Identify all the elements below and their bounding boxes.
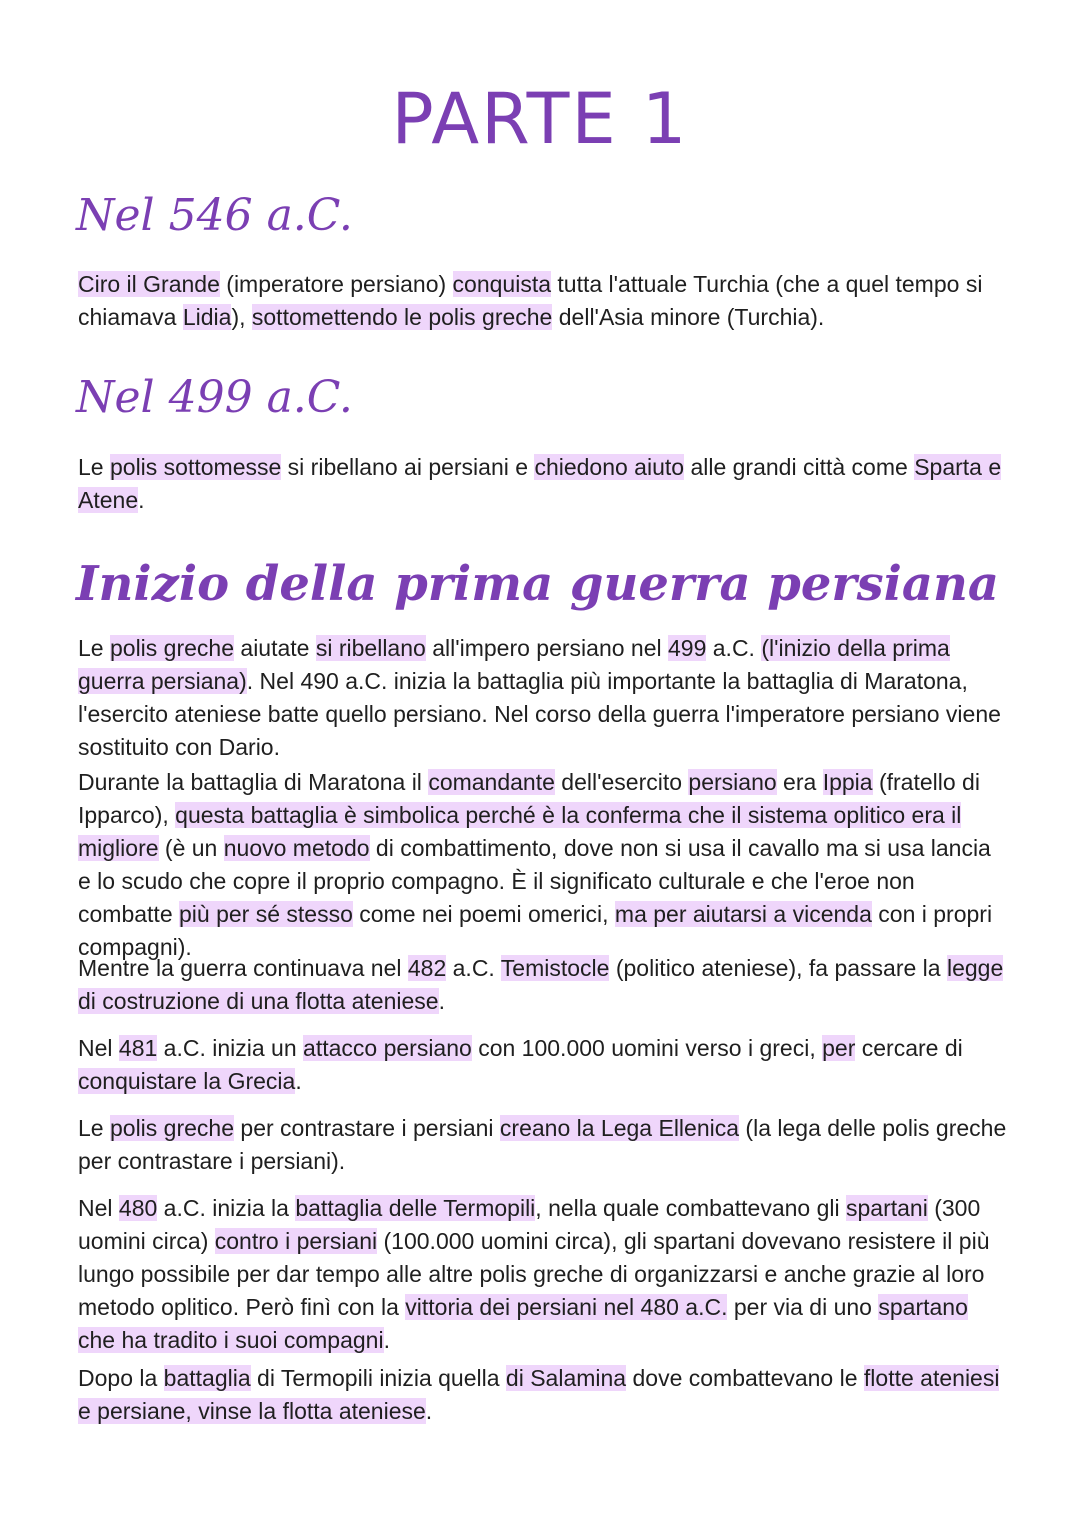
text-run: Durante la battaglia di Maratona il [78,769,429,795]
text-run: Le [78,1115,110,1141]
text-run: (fratello di Ipparco), [78,769,980,828]
text-run: (imperatore persiano) [219,271,453,297]
text-run: di combattimento, dove non si usa il cavallo ma si usa lancia e lo scudo che copre il proprio compagno. È il significato culturale e che l'eroe non combatte [78,835,991,927]
text-run: a.C. inizia la [157,1195,296,1221]
text-run: con 100.000 uomini verso i greci, [471,1035,823,1061]
highlighted-text: battaglia delle Termopili [295,1195,536,1221]
highlighted-text: polis sottomesse [109,454,282,480]
text-run: Mentre la guerra continuava nel [78,955,408,981]
text-run: . [138,487,145,513]
section-heading-546: Nel 546 a.C. [76,190,353,241]
highlighted-text: Ippia [822,769,873,795]
text-run: (è un [158,835,224,861]
highlighted-text: si ribellano [315,635,426,661]
text-run: di Termopili inizia quella [250,1365,506,1391]
text-run: per via di uno [727,1294,879,1320]
highlighted-text: per [822,1035,856,1061]
text-run: era [776,769,823,795]
highlighted-text: sottomettendo le polis greche [251,304,553,330]
paragraph [78,766,1008,964]
text-run: . Nel 490 a.C. inizia la battaglia più importante la battaglia di Maratona, l'esercito ateniese batte quello persiano. Nel corso della guerra l'imperatore persiano viene sostituito con Dario. [78,668,1001,760]
text-run: a.C. inizia un [157,1035,304,1061]
highlighted-text: questa battaglia è simbolica perché è la conferma che il sistema oplitico era il migliore [78,802,962,861]
highlighted-text: polis greche [109,1115,235,1141]
highlighted-text: Sparta e Atene [78,454,1002,513]
highlighted-text: 482 [407,955,447,981]
highlighted-text: conquista [452,271,552,297]
highlighted-text: conquistare la Grecia [78,1068,296,1094]
text-run: . [425,1398,433,1424]
text-run: Nel [78,1035,119,1061]
text-run: . [438,988,445,1014]
highlighted-text: 481 [118,1035,158,1061]
text-run: Nel [78,1195,119,1221]
text-run: a.C. [706,635,762,661]
text-run: dove combattevano le [626,1365,864,1391]
text-run: (politico ateniese), fa passare la [609,955,947,981]
section-heading-499: Nel 499 a.C. [76,372,353,423]
highlighted-text: contro i persiani [214,1228,378,1254]
highlighted-text: Ciro il Grande [78,271,220,297]
paragraph [78,451,1008,517]
text-run: dell'Asia minore (Turchia). [552,304,825,330]
highlighted-text: Temistocle [500,955,610,981]
highlighted-text: attacco persiano [303,1035,472,1061]
highlighted-text: di Salamina [505,1365,627,1391]
text-run: (la lega delle polis greche per contrastare i persiani). [78,1115,1007,1174]
paragraph [78,1112,1008,1178]
text-run: (300 uomini circa) [78,1195,981,1254]
paragraph [78,632,1008,764]
text-run: tutta l'attuale Turchia (che a quel tempo si chiamava [78,271,983,330]
text-run: come nei poemi omerici, [352,901,615,927]
text-run: a.C. [446,955,501,981]
highlighted-text: chiedono aiuto [534,454,685,480]
highlighted-text: ma per aiutarsi a vicenda [614,901,872,927]
paragraph [78,1032,1008,1098]
text-run: . [295,1068,302,1094]
highlighted-text: 499 [668,635,707,661]
highlighted-text: Lidia [182,304,232,330]
text-run: Le [78,635,110,661]
highlighted-text: spartani [846,1195,928,1221]
text-run: all'impero persiano nel [425,635,668,661]
paragraph [78,268,1008,334]
text-run: ), [231,304,252,330]
highlighted-text: comandante [428,769,555,795]
text-run: . [383,1327,390,1353]
page-title: PARTE 1 [391,78,689,160]
text-run: per contrastare i persiani [234,1115,500,1141]
text-run: (100.000 uomini circa), gli spartani dovevano resistere il più lungo possibile per dar tempo alle altre polis greche di organizzarsi e anche grazie al loro metodo oplitico. Però finì con la [78,1228,990,1320]
highlighted-text: nuovo metodo [223,835,370,861]
highlighted-text: polis greche [109,635,235,661]
highlighted-text: persiano [688,769,777,795]
highlighted-text: più per sé stesso [179,901,353,927]
paragraph [78,1192,1008,1357]
text-run: si ribellano ai persiani e [281,454,535,480]
text-run: alle grandi città come [684,454,915,480]
highlighted-text: vittoria dei persiani nel 480 a.C. [405,1294,728,1320]
highlighted-text: battaglia [163,1365,251,1391]
section-heading-first-persian-war: Inizio della prima guerra persiana [76,556,1000,612]
text-run: aiutate [234,635,316,661]
paragraph [78,952,1008,1018]
highlighted-text: legge di costruzione di una flotta ateniese [78,955,1004,1014]
text-run: con i propri compagni). [78,901,993,960]
highlighted-text: (l'inizio della prima guerra persiana) [78,635,950,694]
text-run: Dopo la [78,1365,164,1391]
text-run: , nella quale combattevano gli [535,1195,846,1221]
text-run: Le [78,454,110,480]
highlighted-text: 480 [118,1195,158,1221]
highlighted-text: creano la Lega Ellenica [499,1115,740,1141]
text-run: dell'esercito [554,769,689,795]
text-run: cercare di [855,1035,963,1061]
highlighted-text: flotte ateniesi e persiane, vinse la flotta ateniese [78,1365,1000,1424]
paragraph [78,1362,1008,1428]
highlighted-text: spartano che ha tradito i suoi compagni [78,1294,968,1353]
